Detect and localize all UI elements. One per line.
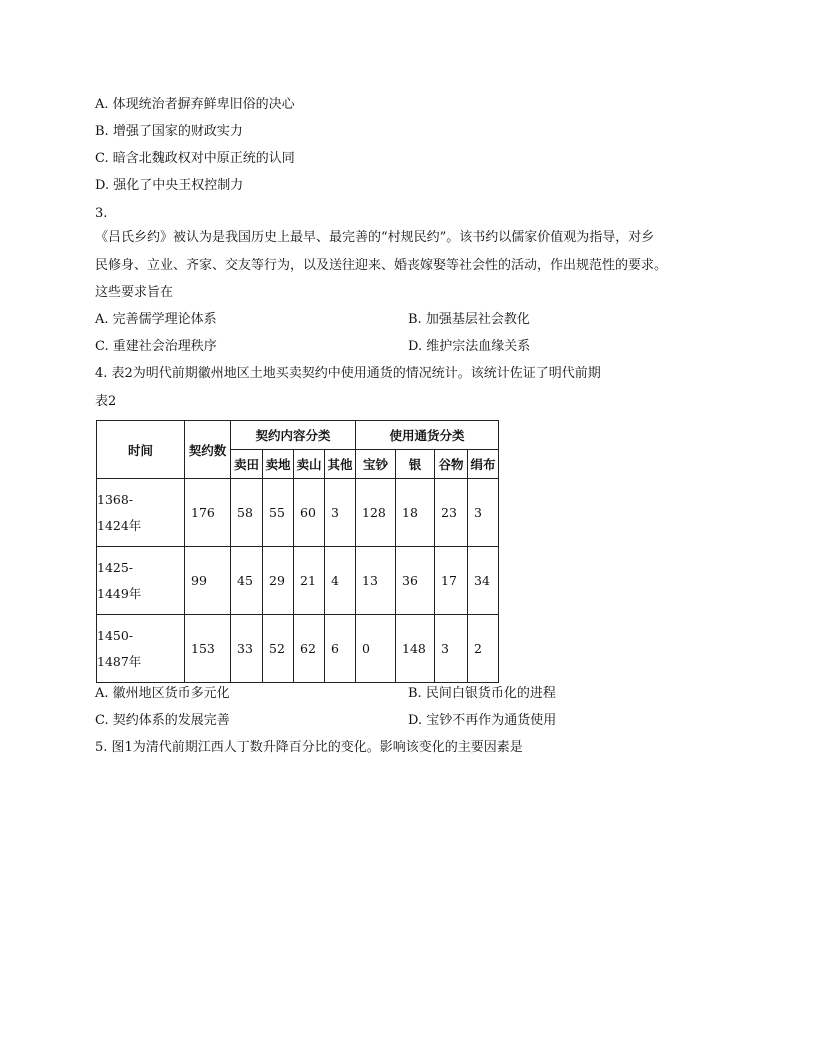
subheader-sell-field: 卖田: [231, 450, 263, 479]
time-start: 1425-: [97, 559, 134, 575]
cell-silver: 148: [396, 615, 435, 683]
subheader-baochao: 宝钞: [356, 450, 396, 479]
header-currency-category: 使用通货分类: [356, 421, 499, 450]
time-start: 1368-: [97, 491, 134, 507]
cell-sell-hill: 60: [294, 479, 325, 547]
cell-sell-land: 55: [263, 479, 294, 547]
cell-sell-land: 29: [263, 547, 294, 615]
header-content-category: 契约内容分类: [231, 421, 356, 450]
time-end: 1487年: [97, 653, 142, 669]
q4-stem: 4. 表2为明代前期徽州地区土地买卖契约中使用通货的情况统计。该统计佐证了明代前期: [95, 366, 601, 381]
cell-grain: 17: [435, 547, 468, 615]
cell-count: 99: [185, 547, 231, 615]
subheader-grain: 谷物: [435, 450, 468, 479]
cell-sell-field: 58: [231, 479, 263, 547]
cell-silk: 3: [468, 479, 499, 547]
cell-sell-hill: 62: [294, 615, 325, 683]
cell-other: 6: [325, 615, 356, 683]
q2-option-d: D. 强化了中央王权控制力: [95, 178, 244, 193]
row-time: [97, 547, 185, 615]
time-end: 1449年: [97, 585, 142, 601]
q3-stem-line1: 《吕氏乡约》被认为是我国历史上最早、最完善的“村规民约”。该书约以儒家价值观为指导，对乡: [95, 230, 655, 245]
subheader-sell-land: 卖地: [263, 450, 294, 479]
q3-option-a: A. 完善儒学理论体系: [95, 312, 217, 327]
header-count: 契约数: [185, 421, 231, 479]
time-end: 1424年: [97, 517, 142, 533]
cell-grain: 23: [435, 479, 468, 547]
q3-stem-line3: 这些要求旨在: [95, 285, 174, 300]
subheader-other: 其他: [325, 450, 356, 479]
table-caption: 表2: [95, 394, 117, 409]
q4-option-d: D. 宝钞不再作为通货使用: [408, 713, 557, 728]
q2-option-b: B. 增强了国家的财政实力: [95, 124, 243, 139]
header-time: 时间: [97, 421, 185, 479]
cell-baochao: 128: [356, 479, 396, 547]
cell-silver: 18: [396, 479, 435, 547]
table-row: [97, 479, 499, 547]
table-row: [97, 547, 499, 615]
q4-option-c: C. 契约体系的发展完善: [95, 713, 230, 728]
q4-option-b: B. 民间白银货币化的进程: [408, 686, 556, 701]
cell-other: 3: [325, 479, 356, 547]
cell-sell-field: 33: [231, 615, 263, 683]
cell-silk: 34: [468, 547, 499, 615]
q3-option-b: B. 加强基层社会教化: [408, 312, 530, 327]
cell-other: 4: [325, 547, 356, 615]
q3-option-d: D. 维护宗法血缘关系: [408, 339, 531, 354]
cell-baochao: 13: [356, 547, 396, 615]
q3-number: 3.: [95, 206, 108, 221]
cell-count: 153: [185, 615, 231, 683]
subheader-silver: 银: [396, 450, 435, 479]
time-start: 1450-: [97, 627, 134, 643]
row-time: [97, 479, 185, 547]
q2-option-a: A. 体现统治者摒弃鲜卑旧俗的决心: [95, 97, 295, 112]
q4-option-a: A. 徽州地区货币多元化: [95, 686, 230, 701]
cell-count: 176: [185, 479, 231, 547]
q3-stem-line2: 民修身、立业、齐家、交友等行为，以及送往迎来、婚丧嫁娶等社会性的活动，作出规范性的要求。: [95, 258, 668, 273]
cell-sell-hill: 21: [294, 547, 325, 615]
cell-silver: 36: [396, 547, 435, 615]
cell-grain: 3: [435, 615, 468, 683]
contract-currency-table: [96, 420, 499, 683]
subheader-silk: 绢布: [468, 450, 499, 479]
q5-stem: 5. 图1为清代前期江西人丁数升降百分比的变化。影响该变化的主要因素是: [95, 740, 523, 755]
row-time: [97, 615, 185, 683]
q3-option-c: C. 重建社会治理秩序: [95, 339, 217, 354]
subheader-sell-hill: 卖山: [294, 450, 325, 479]
table-header-row: [97, 421, 499, 450]
q2-option-c: C. 暗含北魏政权对中原正统的认同: [95, 151, 295, 166]
cell-sell-land: 52: [263, 615, 294, 683]
cell-sell-field: 45: [231, 547, 263, 615]
cell-silk: 2: [468, 615, 499, 683]
cell-baochao: 0: [356, 615, 396, 683]
table-row: [97, 615, 499, 683]
